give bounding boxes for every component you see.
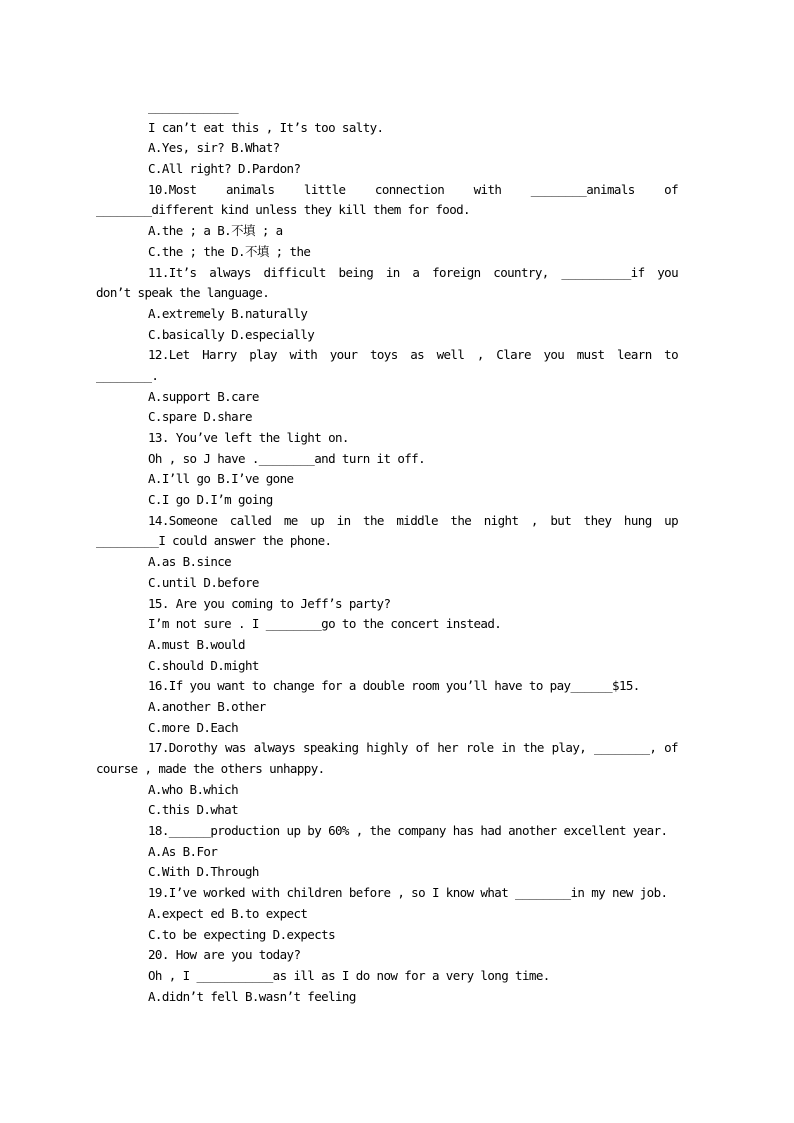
text-line: C.more D.Each: [148, 719, 239, 735]
text-line: 11.It’s always difficult being in a foreign country, __________if you: [148, 264, 678, 280]
text-line: A.Yes, sir? B.What?: [148, 140, 280, 156]
text-line: I can’t eat this , It’s too salty.: [148, 119, 384, 135]
text-line: Oh , so J have .________and turn it off.: [148, 450, 426, 466]
text-line: A.expect ed B.to expect: [148, 905, 308, 921]
text-line: 16.If you want to change for a double room you’ll have to pay______$15.: [148, 678, 640, 694]
text-line: _________I could answer the phone.: [96, 533, 332, 549]
text-line: C.the ; the D.不填 ; the: [148, 243, 311, 259]
text-line: C.spare D.share: [148, 409, 252, 425]
text-line: ________.: [96, 367, 159, 383]
text-line: A.didn’t fell B.wasn’t feeling: [148, 988, 356, 1004]
text-line: ________different kind unless they kill them for food.: [96, 202, 470, 218]
text-line: A.another B.other: [148, 698, 266, 714]
text-line: C.should D.might: [148, 657, 259, 673]
text-line: A.must B.would: [148, 636, 245, 652]
text-line: C.With D.Through: [148, 864, 259, 880]
text-line: C.basically D.especially: [148, 326, 315, 342]
text-line: A.As B.For: [148, 843, 218, 859]
text-line: 18.______production up by 60% , the company has had another excellent year.: [148, 823, 668, 839]
text-line: C.I go D.I’m going: [148, 492, 273, 508]
text-line: I’m not sure . I ________go to the concert instead.: [148, 616, 502, 632]
text-line: 15. Are you coming to Jeff’s party?: [148, 595, 391, 611]
text-line: 19.I’ve worked with children before , so I know what ________in my new job.: [148, 885, 668, 901]
text-line: A.as B.since: [148, 554, 232, 570]
text-line: 17.Dorothy was always speaking highly of her role in the play, ________, of: [148, 740, 678, 756]
question-list: [96, 97, 678, 1007]
text-line: A.support B.care: [148, 388, 259, 404]
text-line: 10.Most animals little connection with ________animals of: [148, 181, 678, 197]
text-line: 13. You’ve left the light on.: [148, 430, 349, 445]
text-line: A.I’ll go B.I’ve gone: [148, 471, 294, 487]
text-line: 12.Let Harry play with your toys as well , Clare you must learn to: [148, 347, 678, 363]
text-line: Oh , I ___________as ill as I do now for a very long time.: [148, 967, 550, 983]
text-line: C.to be expecting D.expects: [148, 926, 335, 942]
text-line: course , made the others unhappy.: [96, 761, 325, 776]
text-line: C.All right? D.Pardon?: [148, 161, 301, 177]
text-line: C.until D.before: [148, 574, 259, 590]
text-line: don’t speak the language.: [96, 285, 270, 301]
text-line: _____________: [148, 99, 239, 114]
text-line: A.extremely B.naturally: [148, 305, 308, 321]
text-line: 20. How are you today?: [148, 947, 301, 963]
text-line: 14.Someone called me up in the middle the night , but they hung up: [148, 512, 678, 528]
text-line: A.who B.which: [148, 781, 239, 797]
text-line: C.this D.what: [148, 802, 239, 818]
text-line: A.the ; a B.不填 ; a: [148, 223, 283, 239]
